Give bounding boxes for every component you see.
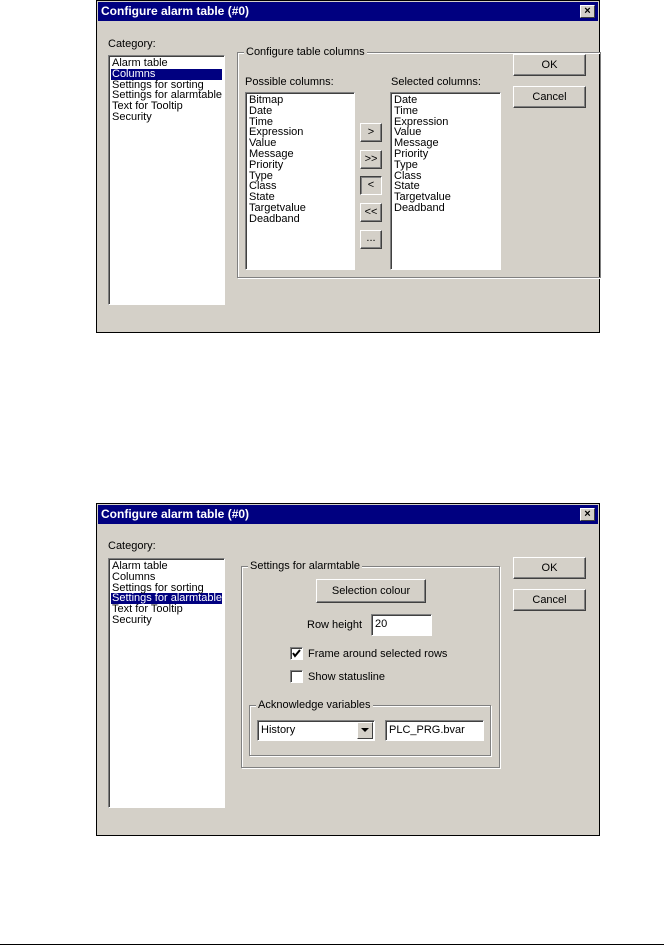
checkmark-icon: [292, 649, 301, 658]
selected-columns-label: Selected columns:: [391, 76, 481, 88]
category-item[interactable]: Columns: [111, 69, 222, 80]
selected-column-item[interactable]: Priority: [394, 147, 429, 160]
category-item[interactable]: Settings for alarmtable: [112, 89, 223, 102]
close-button[interactable]: ×: [580, 508, 595, 521]
selection-colour-button[interactable]: Selection colour: [316, 579, 426, 603]
selected-column-item[interactable]: Class: [394, 169, 422, 182]
category-item[interactable]: Alarm table: [112, 560, 168, 572]
selected-columns-list[interactable]: [390, 92, 501, 270]
close-button[interactable]: ×: [580, 5, 595, 18]
dialog-title: Configure alarm table (#0): [101, 507, 250, 521]
show-statusline-checkbox[interactable]: [290, 670, 303, 683]
ok-button[interactable]: OK: [513, 557, 586, 579]
frame-selected-rows-checkbox[interactable]: [290, 647, 303, 660]
acknowledge-select[interactable]: [257, 720, 375, 741]
possible-column-item[interactable]: Message: [249, 147, 294, 160]
possible-column-item[interactable]: Time: [249, 115, 274, 128]
possible-column-item[interactable]: Bitmap: [249, 94, 284, 106]
possible-column-item[interactable]: Targetvalue: [249, 201, 306, 214]
dialog-title: Configure alarm table (#0): [101, 4, 250, 18]
title-bar[interactable]: [98, 505, 598, 524]
dialog-settings-alarmtable: [96, 503, 600, 836]
group-title: Configure table columns: [246, 46, 365, 58]
category-list[interactable]: [108, 55, 225, 305]
category-item[interactable]: Settings for alarmtable: [112, 592, 223, 605]
possible-column-item[interactable]: Deadband: [249, 212, 300, 225]
title-bar[interactable]: [98, 2, 598, 21]
category-item[interactable]: Security: [112, 110, 152, 123]
selected-column-item[interactable]: Targetvalue: [394, 191, 451, 204]
possible-column-item[interactable]: Priority: [249, 158, 284, 171]
add-column-button[interactable]: >: [360, 123, 382, 142]
possible-columns-label: Possible columns:: [245, 76, 334, 88]
add-all-columns-button[interactable]: >>: [360, 150, 382, 169]
category-list[interactable]: [108, 558, 225, 808]
possible-column-item[interactable]: State: [249, 191, 275, 204]
cancel-button[interactable]: Cancel: [513, 589, 586, 611]
selected-column-item[interactable]: Expression: [394, 115, 449, 128]
row-height-input[interactable]: 20: [371, 614, 432, 636]
category-item[interactable]: Alarm table: [112, 57, 168, 69]
remove-column-button[interactable]: <: [360, 176, 382, 195]
ack-group-title: Acknowledge variables: [258, 699, 371, 711]
category-item[interactable]: Settings for sorting: [112, 581, 204, 594]
show-statusline-label: Show statusline: [308, 671, 386, 683]
category-label: Category:: [108, 38, 156, 50]
acknowledge-select-value: History: [261, 724, 296, 736]
selected-column-item[interactable]: Value: [394, 126, 422, 139]
selected-column-item[interactable]: Message: [394, 137, 439, 150]
category-item[interactable]: Columns: [112, 570, 156, 583]
group-title: Settings for alarmtable: [250, 560, 361, 572]
row-height-label: Row height: [307, 619, 363, 631]
possible-column-item[interactable]: Date: [249, 104, 273, 117]
selected-column-item[interactable]: State: [394, 180, 420, 193]
more-options-button[interactable]: ...: [360, 230, 382, 249]
acknowledge-variable-input[interactable]: PLC_PRG.bvar: [385, 720, 484, 741]
possible-columns-list[interactable]: [245, 92, 355, 270]
cancel-button[interactable]: Cancel: [513, 86, 586, 108]
possible-column-item[interactable]: Expression: [249, 126, 304, 139]
dialog-columns: [96, 0, 600, 333]
selected-column-item[interactable]: Type: [394, 158, 418, 171]
ok-button[interactable]: OK: [513, 54, 586, 76]
selected-column-item[interactable]: Time: [394, 104, 419, 117]
possible-column-item[interactable]: Value: [249, 137, 277, 150]
dropdown-arrow[interactable]: [357, 722, 373, 739]
category-label: Category:: [108, 540, 156, 552]
chevron-down-icon: [361, 728, 369, 733]
category-item[interactable]: Text for Tooltip: [112, 100, 183, 113]
selected-column-item[interactable]: Deadband: [394, 201, 445, 214]
category-item[interactable]: Security: [112, 613, 152, 626]
page-footer-rule: [0, 944, 664, 945]
category-item[interactable]: Text for Tooltip: [112, 603, 183, 616]
category-item[interactable]: Settings for sorting: [112, 78, 204, 91]
frame-selected-rows-label: Frame around selected rows: [308, 648, 448, 660]
possible-column-item[interactable]: Type: [249, 169, 273, 182]
selected-column-item[interactable]: Date: [394, 94, 418, 106]
remove-all-columns-button[interactable]: <<: [360, 203, 382, 222]
possible-column-item[interactable]: Class: [249, 180, 277, 193]
